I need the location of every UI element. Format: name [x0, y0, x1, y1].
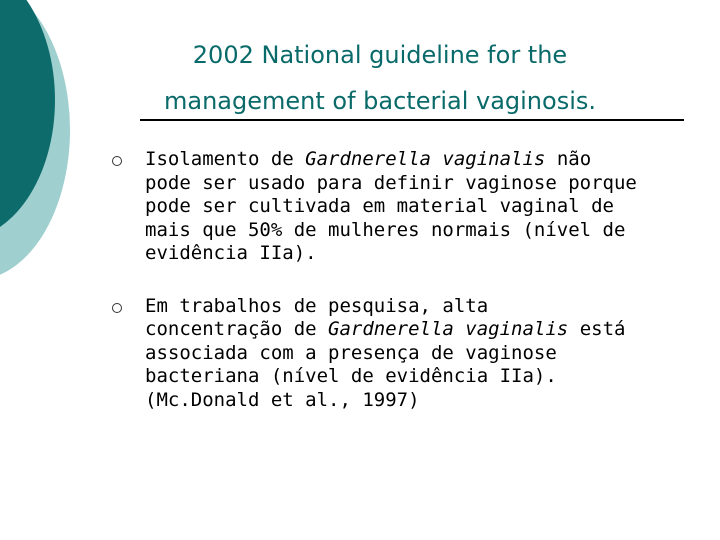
- circle-bullet-icon: [112, 156, 122, 166]
- bullet-text-part: Isolamento de: [145, 148, 306, 170]
- bullet-text: [145, 148, 697, 266]
- title-line-1: 2002 National guideline for the: [192, 41, 568, 69]
- bullet-item: [112, 295, 697, 413]
- bullet-text: [145, 295, 697, 413]
- bullet-text-italic: Gardnerella vaginalis: [328, 318, 569, 340]
- bullet-text-part: está associada com a presença de vaginose bacteriana (nível de evidência IIa). (Mc.Donald et al., 1997): [145, 318, 626, 411]
- bullet-item: [112, 148, 697, 266]
- slide-title: [140, 32, 620, 124]
- bullet-list: [112, 148, 697, 441]
- title-divider: [140, 119, 684, 121]
- bullet-text-part: Em trabalhos de pesquisa, alta concentração de: [145, 294, 489, 340]
- bullet-text-part: não pode ser usado para definir vaginose porque pode ser cultivada em material vaginal de mais que 50% de mulheres normais (nível de evidência IIa).: [145, 148, 637, 264]
- title-line-2: management of bacterial vaginosis.: [163, 87, 597, 115]
- circle-bullet-icon: [112, 303, 122, 313]
- bullet-text-italic: Gardnerella vaginalis: [305, 148, 546, 170]
